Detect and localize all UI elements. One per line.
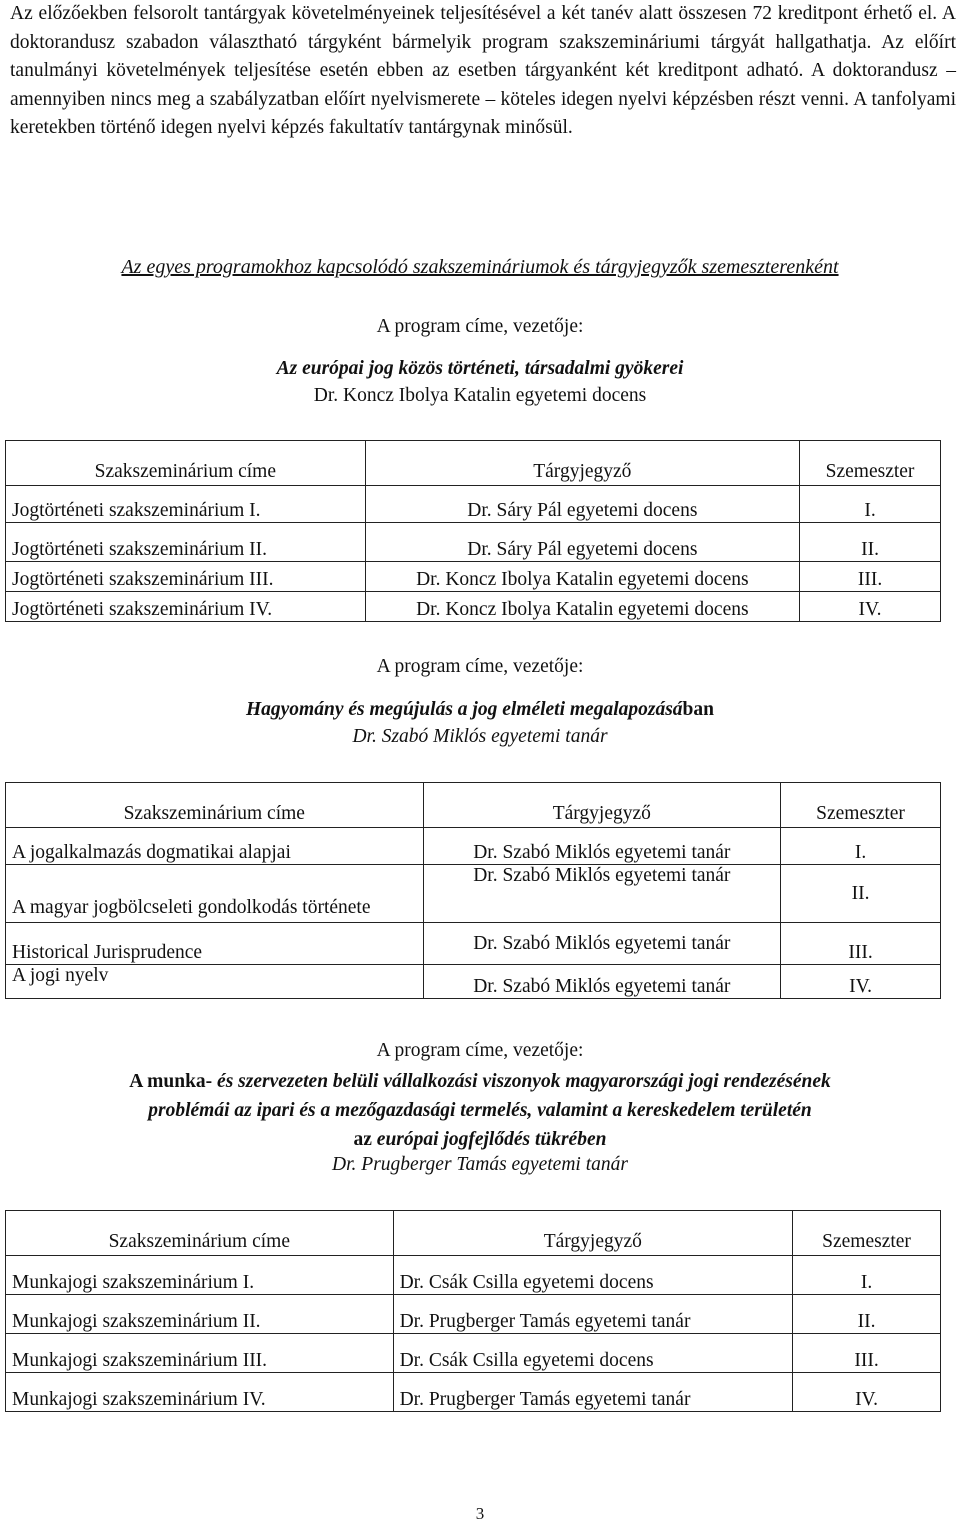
- program-3-title-line-1: [0, 1067, 960, 1096]
- table-row: [6, 486, 941, 523]
- row-semester: IV.: [800, 592, 941, 622]
- page-number: 3: [475, 1504, 485, 1523]
- intro-sentence-5: A doktorandusz – amennyiben nincs meg a szabályzatban előírt nyelvismerete – köteles idegen nyelvi képzésben részt venni.: [10, 60, 956, 110]
- row-semester: III.: [793, 1334, 941, 1373]
- table-row: [6, 1256, 941, 1295]
- table-header-row: [6, 1211, 941, 1256]
- program-3-leader: Dr. Prugberger Tamás egyetemi tanár: [332, 1154, 628, 1175]
- table-row: [6, 923, 941, 965]
- table-row: [6, 1295, 941, 1334]
- row-title: A jogi nyelv: [6, 965, 424, 999]
- row-semester: IV.: [781, 965, 941, 999]
- row-lecturer: Dr. Prugberger Tamás egyetemi tanár: [393, 1373, 792, 1412]
- header-lecturer: Tárgyjegyző: [423, 783, 781, 828]
- program-3-title-line-2: problémái az ipari és a mezőgazdasági termelés, valamint a kereskedelem területén: [148, 1100, 812, 1121]
- row-title: Jogtörténeti szakszeminárium III.: [6, 562, 366, 592]
- row-title: A jogalkalmazás dogmatikai alapjai: [6, 828, 424, 865]
- row-lecturer: Dr. Koncz Ibolya Katalin egyetemi docens: [365, 562, 799, 592]
- row-lecturer: Dr. Prugberger Tamás egyetemi tanár: [393, 1295, 792, 1334]
- table-row: [6, 1334, 941, 1373]
- row-lecturer: Dr. Csák Csilla egyetemi docens: [393, 1334, 792, 1373]
- intro-sentence-1: Az előzőekben felsorolt tantárgyak követelményeinek teljesítésével a két tanév alatt összesen: [10, 3, 747, 24]
- program-3-title-line-3-italic: európai jogfejlődés tükrében: [376, 1129, 607, 1150]
- program-3-title: [0, 1067, 960, 1154]
- program-2-title-italic: Hagyomány és megújulás a jog elméleti megalapozásá: [245, 699, 683, 720]
- row-lecturer: Dr. Szabó Miklós egyetemi tanár: [423, 965, 781, 999]
- row-title: Munkajogi szakszeminárium III.: [6, 1334, 394, 1373]
- intro-sentence-2: 72 kreditpont érhető el.: [752, 3, 938, 24]
- row-lecturer: Dr. Szabó Miklós egyetemi tanár: [423, 828, 781, 865]
- intro-paragraph: [10, 0, 956, 143]
- table-row: [6, 592, 941, 622]
- row-title: Jogtörténeti szakszeminárium IV.: [6, 592, 366, 622]
- table-row: [6, 1373, 941, 1412]
- table-header-row: [6, 441, 941, 486]
- program-3-label: A program címe, vezetője:: [376, 1040, 584, 1061]
- table-row: [6, 865, 941, 923]
- section-heading: Az egyes programokhoz kapcsolódó szakszemináriumok és tárgyjegyzők szemeszterenként: [121, 256, 839, 278]
- row-semester: II.: [781, 865, 941, 923]
- row-semester: III.: [800, 562, 941, 592]
- row-title: A magyar jogbölcseleti gondolkodás története: [6, 865, 424, 923]
- header-lecturer: Tárgyjegyző: [365, 441, 799, 486]
- intro-sentence-3: A doktorandusz szabadon választható tárgyként bármelyik program szakszemináriumi tárgyát hallgathatja.: [10, 3, 956, 53]
- program-1-title: Az európai jog közös történeti, társadalmi gyökerei: [276, 358, 684, 379]
- program-3-title-line-1-italic: és szervezeten belüli vállalkozási viszonyok magyarországi jogi rendezésének: [217, 1071, 831, 1092]
- row-semester: I.: [793, 1256, 941, 1295]
- program-2-label: A program címe, vezetője:: [376, 656, 584, 677]
- program-3-title-line-1-upright: A munka-: [129, 1071, 218, 1092]
- program-3-title-line-3-upright: az: [353, 1129, 377, 1150]
- row-title: Historical Jurisprudence: [6, 923, 424, 965]
- header-title: Szakszeminárium címe: [6, 783, 424, 828]
- program-3-table: [5, 1210, 941, 1412]
- row-lecturer: Dr. Sáry Pál egyetemi docens: [365, 523, 799, 562]
- table-row: [6, 965, 941, 999]
- table-row: [6, 562, 941, 592]
- program-3-title-line-3: [0, 1125, 960, 1154]
- header-title: Szakszeminárium címe: [6, 1211, 394, 1256]
- row-lecturer: Dr. Sáry Pál egyetemi docens: [365, 486, 799, 523]
- header-title: Szakszeminárium címe: [6, 441, 366, 486]
- row-lecturer: Dr. Szabó Miklós egyetemi tanár: [423, 923, 781, 965]
- program-2-leader: Dr. Szabó Miklós egyetemi tanár: [352, 726, 608, 747]
- table-row: [6, 828, 941, 865]
- header-semester: Szemeszter: [781, 783, 941, 828]
- row-title: Jogtörténeti szakszeminárium I.: [6, 486, 366, 523]
- row-title: Munkajogi szakszeminárium I.: [6, 1256, 394, 1295]
- program-2-title-suffix: ban: [682, 699, 714, 720]
- row-semester: II.: [793, 1295, 941, 1334]
- row-lecturer: Dr. Szabó Miklós egyetemi tanár: [423, 865, 781, 923]
- row-semester: III.: [781, 923, 941, 965]
- row-semester: IV.: [793, 1373, 941, 1412]
- table-row: [6, 523, 941, 562]
- row-title: Munkajogi szakszeminárium IV.: [6, 1373, 394, 1412]
- header-semester: Szemeszter: [800, 441, 941, 486]
- row-lecturer: Dr. Koncz Ibolya Katalin egyetemi docens: [365, 592, 799, 622]
- row-title: Jogtörténeti szakszeminárium II.: [6, 523, 366, 562]
- row-semester: I.: [781, 828, 941, 865]
- row-title: Munkajogi szakszeminárium II.: [6, 1295, 394, 1334]
- header-semester: Szemeszter: [793, 1211, 941, 1256]
- row-lecturer: Dr. Csák Csilla egyetemi docens: [393, 1256, 792, 1295]
- row-semester: II.: [800, 523, 941, 562]
- program-1-label: A program címe, vezetője:: [376, 316, 584, 337]
- intro-sentence-6: A tanfolyami keretekben történő idegen nyelvi képzés fakultatív tantárgynak minősül.: [10, 88, 956, 139]
- header-lecturer: Tárgyjegyző: [393, 1211, 792, 1256]
- row-semester: I.: [800, 486, 941, 523]
- program-2-table: [5, 782, 941, 999]
- intro-sentence-4: Az előírt tanulmányi követelmények teljesítése esetén ebben az esetben tárgyanként két kreditpont adható.: [10, 31, 956, 82]
- table-header-row: [6, 783, 941, 828]
- program-2-title: [0, 695, 960, 724]
- program-1-leader: Dr. Koncz Ibolya Katalin egyetemi docens: [313, 385, 647, 406]
- program-1-table: [5, 440, 941, 622]
